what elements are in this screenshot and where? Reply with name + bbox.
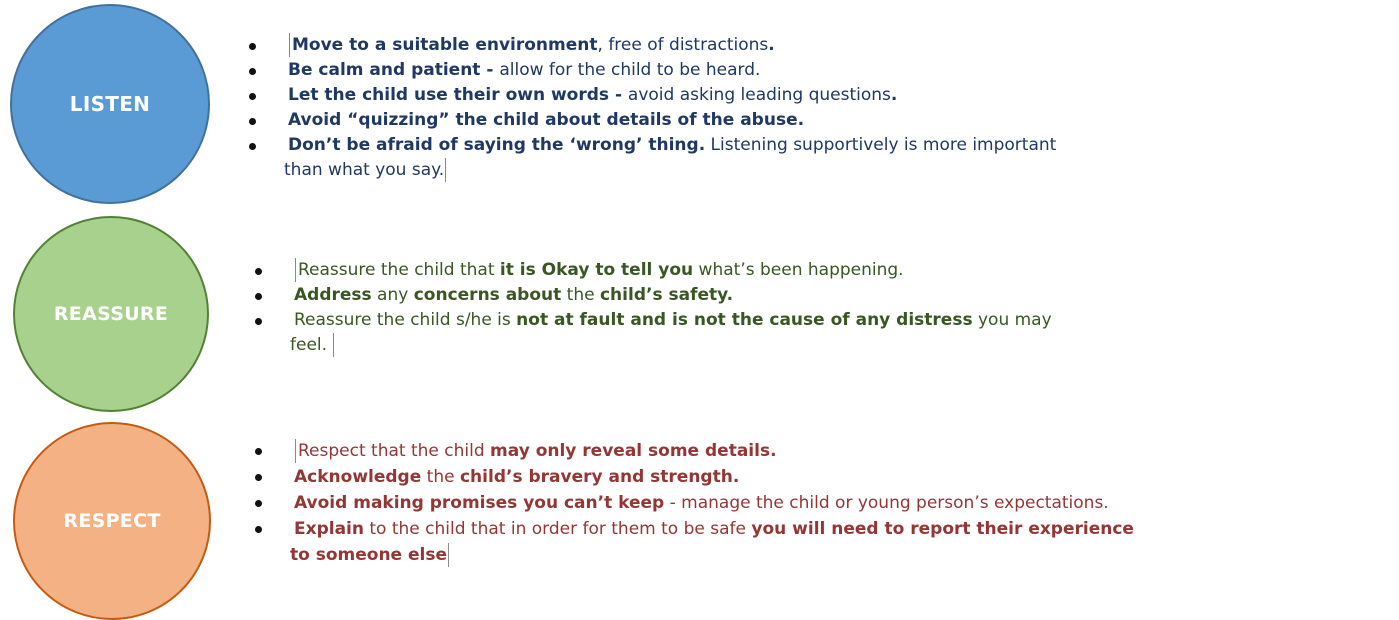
- item-text: to the child that in order for them to be safe: [363, 519, 752, 539]
- item-bold-text: Acknowledge: [294, 467, 422, 487]
- text-cursor-mark: [295, 439, 297, 463]
- item-text: feel.: [290, 335, 328, 355]
- item-text: , free of distractions: [597, 35, 769, 55]
- item-text: the: [561, 285, 600, 305]
- text-cursor-mark: [289, 33, 291, 57]
- item-bold-text: .: [768, 35, 775, 55]
- item-bold-text: may only reveal some details.: [490, 441, 777, 461]
- item-bold-text: Address: [294, 285, 372, 305]
- item-text: allow for the child to be heard.: [499, 60, 761, 80]
- list-item: [254, 258, 1052, 283]
- list-item: [254, 464, 1134, 490]
- reassure-circle-label: REASSURE: [53, 303, 169, 325]
- item-bold-text: Don’t be afraid of saying the ‘wrong’ thing.: [288, 135, 706, 155]
- list-item: [248, 58, 1056, 83]
- list-item: [254, 490, 1134, 516]
- item-bold-text: child’s safety.: [599, 285, 734, 305]
- item-text: Respect that the child: [298, 441, 491, 461]
- list-item: [254, 308, 1052, 358]
- item-text: you may: [972, 310, 1052, 330]
- item-text: the: [421, 467, 460, 487]
- text-cursor-mark: [295, 258, 297, 282]
- item-text: than what you say.: [284, 160, 445, 180]
- listen-circle-label: LISTEN: [69, 92, 151, 116]
- item-continuation: [284, 158, 1056, 183]
- listen-circle: [10, 4, 210, 204]
- item-text: - manage the child or young person’s expectations.: [664, 493, 1109, 513]
- item-bold-text: Avoid “quizzing” the child about details of the abuse.: [288, 110, 805, 130]
- item-bold-text: Let the child use their own words -: [288, 85, 628, 105]
- item-bold-text: to someone else: [290, 545, 448, 565]
- text-cursor-mark: [448, 543, 450, 567]
- item-bold-text: child’s bravery and strength.: [459, 467, 740, 487]
- item-bold-text: not at fault and is not the cause of any distress: [516, 310, 973, 330]
- item-bold-text: concerns about: [413, 285, 562, 305]
- list-item: [254, 516, 1134, 568]
- item-bold-text: it is Okay to tell you: [499, 260, 694, 280]
- item-bold-text: .: [890, 85, 898, 105]
- item-bold-text: Be calm and patient -: [288, 60, 500, 80]
- item-continuation: [290, 542, 1134, 568]
- reassure-list: [254, 258, 1052, 358]
- item-text: what’s been happening.: [693, 260, 904, 280]
- item-bold-text: Explain: [294, 519, 364, 539]
- list-item: [254, 438, 1134, 464]
- item-text: Listening supportively is more important: [705, 135, 1057, 155]
- respect-list: [254, 438, 1134, 568]
- list-item: [254, 283, 1052, 308]
- list-item: [248, 83, 1056, 108]
- item-text: avoid asking leading questions: [627, 85, 891, 105]
- respect-circle: [13, 422, 211, 620]
- item-text: any: [371, 285, 414, 305]
- list-item: [248, 33, 1056, 58]
- item-bold-text: you will need to report their experience: [751, 519, 1134, 539]
- listen-list: [248, 33, 1056, 183]
- item-bold-text: Move to a suitable environment: [292, 35, 598, 55]
- list-item: [248, 108, 1056, 133]
- reassure-circle: [13, 216, 209, 412]
- item-text: Reassure the child that: [298, 260, 500, 280]
- item-bold-text: Avoid making promises you can’t keep: [294, 493, 665, 513]
- text-cursor-mark: [333, 333, 335, 357]
- item-text: Reassure the child s/he is: [294, 310, 517, 330]
- list-item: [248, 133, 1056, 183]
- text-cursor-mark: [445, 158, 447, 182]
- respect-circle-label: RESPECT: [63, 510, 161, 532]
- item-continuation: [290, 333, 1052, 358]
